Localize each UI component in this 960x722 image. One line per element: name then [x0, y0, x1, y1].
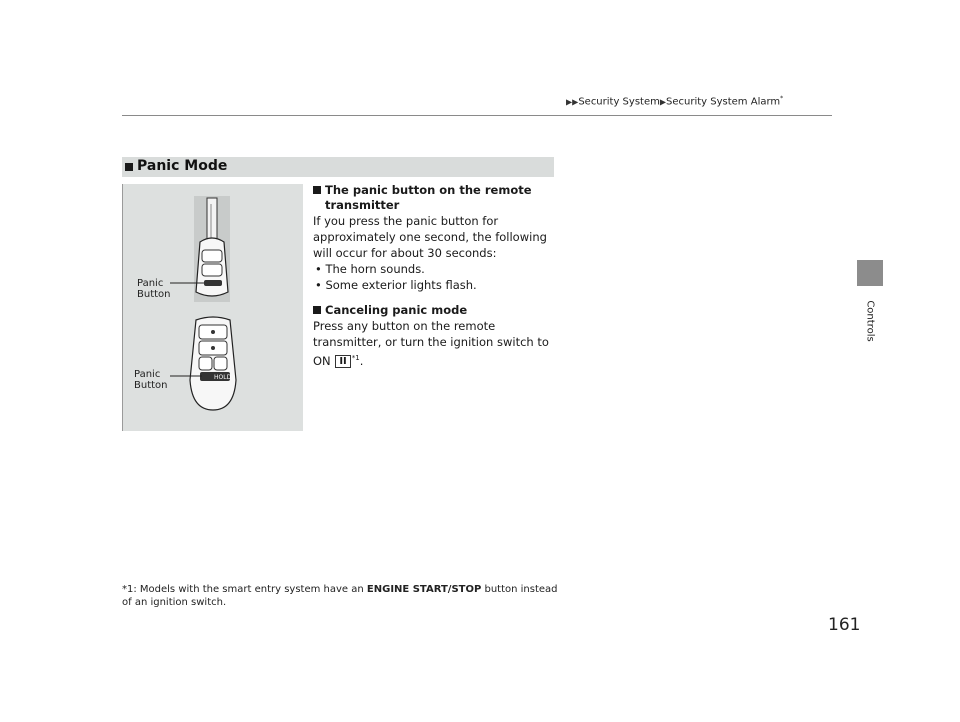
- subheading-canceling: Canceling panic mode: [313, 303, 563, 318]
- square-bullet-icon: [313, 306, 321, 314]
- footnote-ref[interactable]: *1: [351, 354, 360, 362]
- cancel-description: Press any button on the remote transmitter, or turn the ignition switch to ON II $^{*1}$.: [313, 319, 549, 368]
- page-number: 161: [828, 615, 861, 635]
- header-rule: [122, 115, 832, 116]
- footnote: *1: Models with the smart entry system have an ENGINE START/STOP button instead of an ignition switch.: [122, 584, 558, 608]
- upper-key-fob: [194, 196, 230, 302]
- breadcrumb: [566, 95, 783, 107]
- panic-button-label-lower: Panic Button: [134, 369, 168, 391]
- ignition-position-ii: II: [335, 355, 350, 368]
- lower-smart-key: [190, 317, 236, 410]
- section-heading: [122, 157, 554, 177]
- bullet-lights: • Some exterior lights flash.: [315, 278, 477, 292]
- triangle-right-icon: ▶: [659, 97, 667, 107]
- subheading-panic-button: The panic button on the remote transmitter: [313, 183, 563, 213]
- remote-transmitters-drawing: [122, 184, 303, 431]
- breadcrumb-asterisk: *: [780, 95, 784, 102]
- breadcrumb-item-security-system[interactable]: Security System: [578, 96, 660, 108]
- panic-description: If you press the panic button for approximately one second, the following will occur for about 30 seconds:: [313, 214, 547, 260]
- svg-text:HOLD: HOLD: [214, 374, 232, 381]
- panic-button-label-upper: Panic Button: [137, 278, 171, 300]
- square-bullet-icon: [125, 163, 133, 171]
- triangle-right-icon: ▶▶: [566, 97, 579, 107]
- bullet-horn: • The horn sounds.: [315, 262, 425, 276]
- section-title: Panic Mode: [137, 158, 228, 174]
- chapter-tab-marker: [857, 260, 883, 286]
- breadcrumb-item-security-system-alarm[interactable]: Security System Alarm: [666, 96, 781, 108]
- main-content: [313, 183, 563, 369]
- key-illustration: [122, 184, 303, 431]
- chapter-tab-label: Controls: [864, 300, 876, 342]
- square-bullet-icon: [313, 186, 321, 194]
